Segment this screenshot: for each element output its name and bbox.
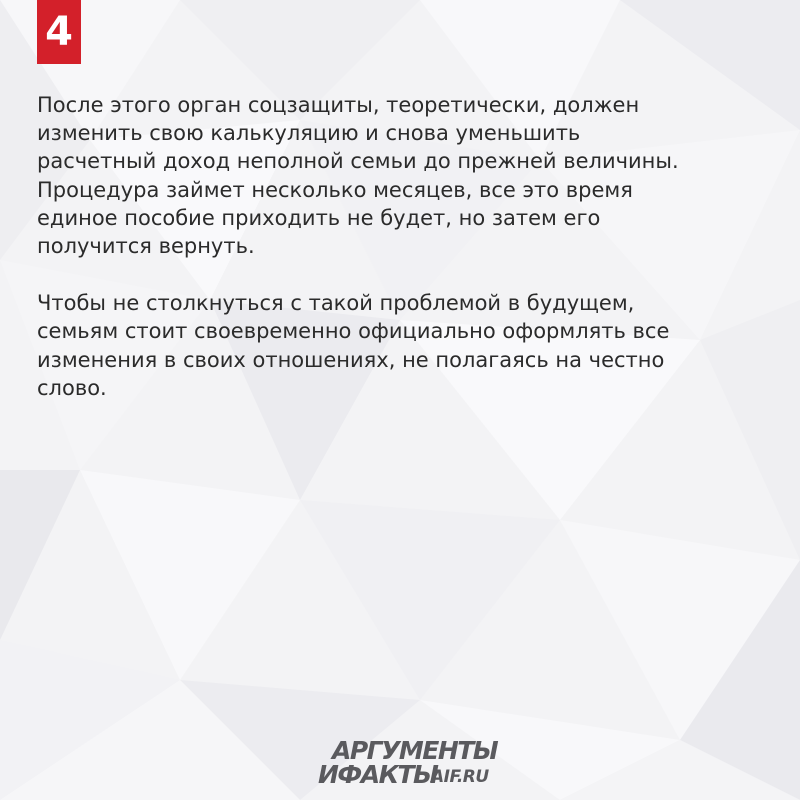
paragraph-line: Чтобы не столкнуться с такой проблемой в будущем, (37, 291, 635, 316)
paragraph-2 (37, 289, 777, 402)
logo-line-2: ИФАКТЫ (318, 760, 438, 789)
paragraph-line: слово. (37, 375, 107, 400)
paragraph-line: получится вернуть. (37, 234, 255, 259)
article-text (37, 91, 777, 402)
paragraph-line: изменить свою калькуляцию и снова уменьшить (37, 121, 581, 146)
paragraph-line: изменения в своих отношениях, не полагаясь на честно (37, 347, 665, 372)
logo-line-1: АРГУМЕНТЫ (332, 736, 498, 765)
paragraph-line: единое пособие приходить не будет, но затем его (37, 205, 601, 230)
paragraph-1 (37, 91, 777, 260)
paragraph-line: Процедура займет несколько месяцев, все это время (37, 177, 633, 202)
slide-number: 4 (45, 9, 73, 55)
aif-logo (318, 738, 508, 788)
paragraph-line: расчетный доход неполной семьи до прежней величины. (37, 149, 679, 174)
logo-url: AIF.RU (431, 767, 489, 787)
slide-number-badge (37, 0, 81, 64)
paragraph-line: семьям стоит своевременно официально оформлять все (37, 319, 670, 344)
paragraph-line: После этого орган соцзащиты, теоретически, должен (37, 93, 640, 117)
